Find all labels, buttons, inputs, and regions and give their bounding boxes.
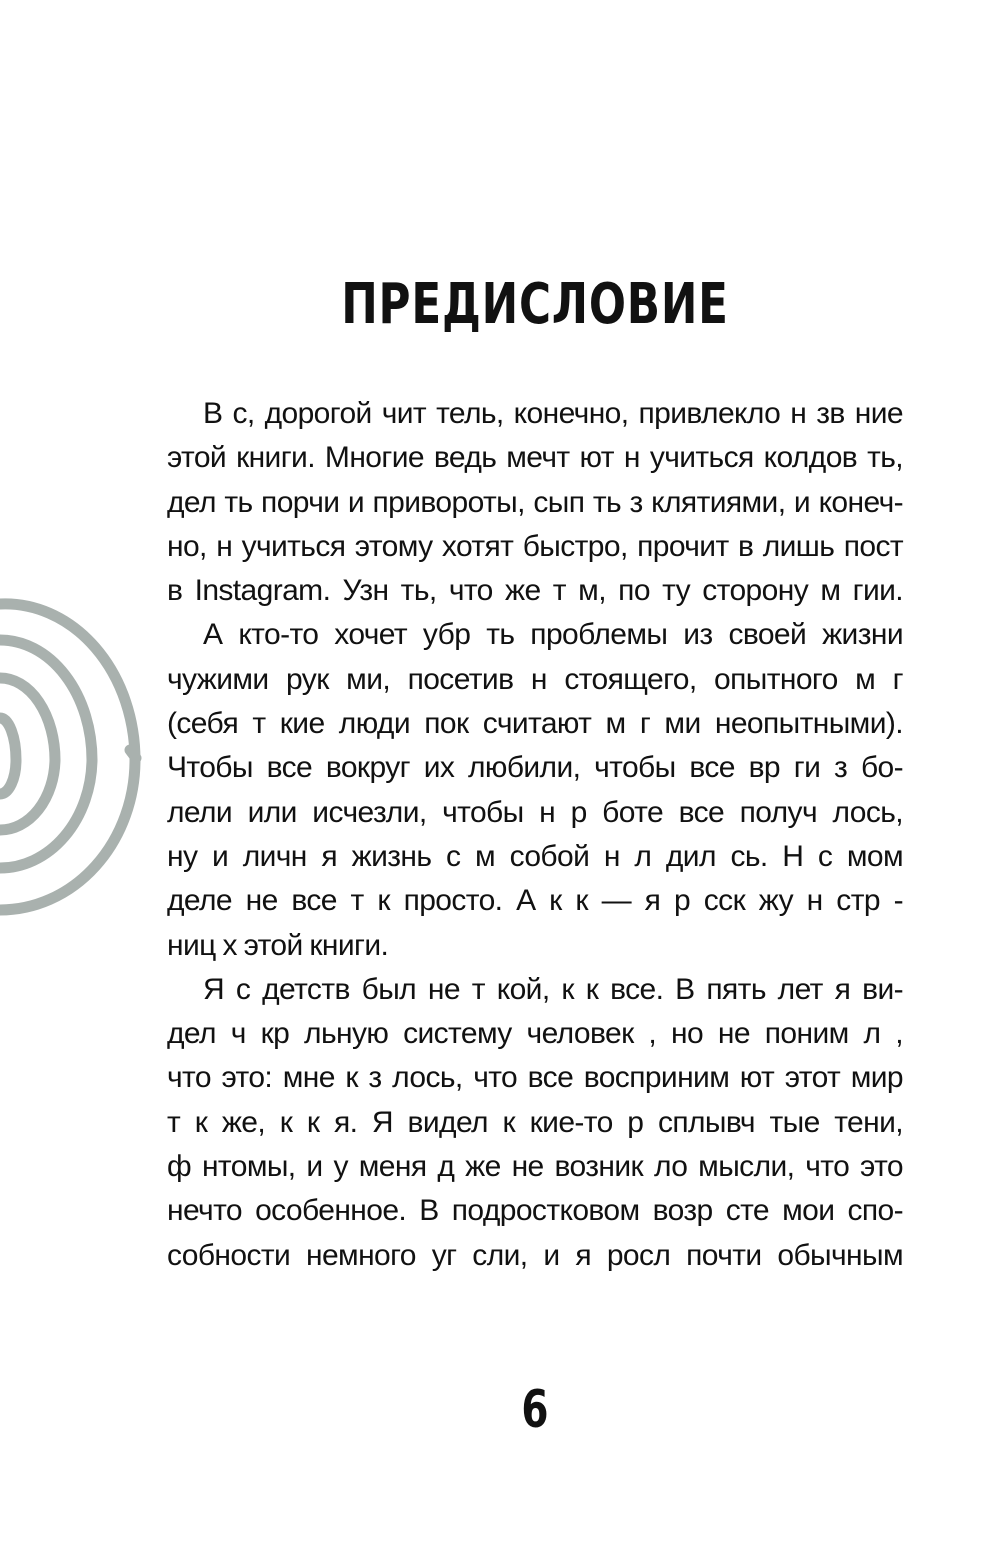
body-text [167,392,903,1278]
text-line: ф нтомы, и у меня д же не возник ло мысли, что это [167,1150,903,1184]
paragraph-3 [167,968,903,1278]
text-line: В с, дорогой чит тель, конечно, привлекло н зв ние [203,397,903,430]
spiral-decoration [0,590,150,930]
text-line: дел ть порчи и привороты, сып ть з клятиями, и конеч- [167,485,903,519]
text-line: деле не все т к просто. А к к — я р сск жу н стр - [167,884,903,918]
text-line: но, н учиться этому хотят быстро, прочит в лишь пост [167,529,903,563]
text-line: чужими рук ми, посетив н стоящего, опытного м г [167,662,903,696]
page-number: 6 [521,1380,549,1440]
text-line: Я с детств был не т кой, к к все. В пять лет я ви- [203,972,903,1006]
text-line: дел ч кр льную систему человек , но не поним л , [167,1017,903,1051]
text-line: А кто-то хочет убр ть проблемы из своей жизни [203,618,903,652]
text-line: этой книги. Многие ведь мечт ют н учиться колдов ть, [167,441,903,475]
text-line: ниц х этой книги. [167,928,389,962]
text-line: лели или исчезли, чтобы н р боте все получ лось, [167,795,903,829]
paragraph-1 [167,392,903,613]
text-line: ну и личн я жизнь с м собой н л дил сь. Н с мом [167,839,903,873]
text-line: собности немного уг сли, и я росл почти обычным [167,1238,903,1272]
page-title: ПРЕДИСЛОВИЕ [341,272,729,337]
text-line: (себя т кие люди пок считают м г ми неопытными). [167,707,903,741]
text-line: что это: мне к з лось, что все восприним ют этот мир [167,1061,903,1095]
text-line: т к же, к к я. Я видел к кие-то р сплывч тые тени, [167,1105,903,1139]
text-line: Чтобы все вокруг их любили, чтобы все вр ги з бо- [167,751,903,785]
text-line: нечто особенное. В подростковом возр сте мои спо- [167,1194,903,1228]
text-line: в Instagram. Узн ть, что же т м, по ту сторону м гии. [167,574,903,608]
paragraph-2 [167,613,903,967]
